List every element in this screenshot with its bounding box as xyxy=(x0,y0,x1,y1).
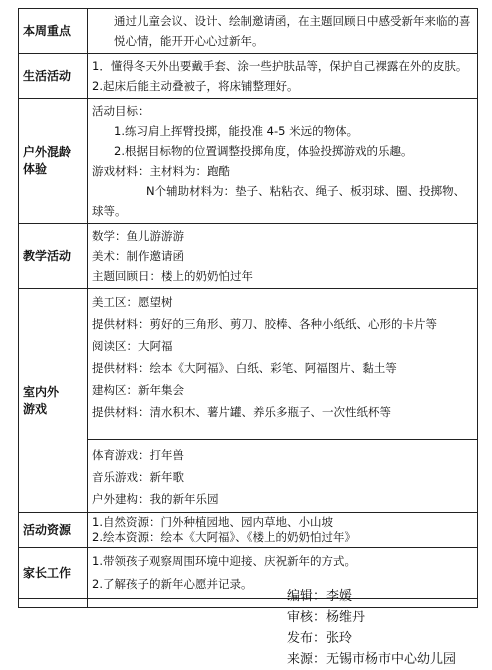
row-label-indoor-line1: 室内外 xyxy=(23,384,60,399)
teaching-line-1: 数学：鱼儿游游游 xyxy=(92,229,184,243)
credit-reviewer: 审核：杨维丹 xyxy=(287,610,366,625)
indoor-line-6: 提供材料：清水积木、薯片罐、养乐多瓶子、一次性纸杯等 xyxy=(92,405,391,419)
resources-line-1: 1.自然资源：门外种植园地、园内草地、小山坡 xyxy=(92,515,333,529)
parents-line-2: 2.了解孩子的新年心愿并记录。 xyxy=(92,577,253,591)
row-label-outdoor-line2: 体验 xyxy=(23,162,48,176)
indoor-line-1: 美工区：愿望树 xyxy=(92,295,173,309)
row-label-outdoor xyxy=(19,99,88,224)
indoor-line-9: 户外建构：我的新年乐园 xyxy=(92,492,219,506)
life-line-2: 2.起床后能主动叠被子，将床铺整理好。 xyxy=(92,79,299,93)
indoor-line-2: 提供材料：剪好的三角形、剪刀、胶棒、各种小纸纸、心形的卡片等 xyxy=(92,317,437,331)
table-row xyxy=(19,224,478,289)
outdoor-goal-title: 活动目标： xyxy=(92,104,150,118)
outdoor-materials-main: 游戏材料：主材料为：跑酷 xyxy=(92,164,230,178)
row-label-focus: 本周重点 xyxy=(19,9,88,54)
resources-line-2: 2.绘本资源：绘本《大阿福》、《楼上的奶奶怕过年》 xyxy=(92,530,356,544)
row-label-parents: 家长工作 xyxy=(19,548,88,599)
indoor-line-3: 阅读区：大阿福 xyxy=(92,339,173,353)
indoor-line-7: 体育游戏：打年兽 xyxy=(92,448,184,462)
row-label-indoor xyxy=(19,289,88,513)
table-row xyxy=(19,54,478,99)
table-row xyxy=(19,9,478,54)
table-row xyxy=(19,99,478,224)
weekly-plan-table xyxy=(18,8,478,608)
life-line-1: 1．懂得冬天外出要戴手套、涂一些护肤品等，保护自己裸露在外的皮肤。 xyxy=(92,59,468,73)
row-label-teaching: 教学活动 xyxy=(19,224,88,289)
outdoor-materials-aux: N个辅助材料为：垫子、粘粘衣、绳子、板羽球、圈、投掷物、球等。 xyxy=(92,184,466,218)
indoor-line-8: 音乐游戏：新年歌 xyxy=(92,470,184,484)
row-label-life: 生活活动 xyxy=(19,54,88,99)
table-row xyxy=(19,289,478,513)
row-label-outdoor-line1: 户外混龄 xyxy=(23,145,72,159)
focus-text: 通过儿童会议、设计、绘制邀请函，在主题回顾日中感受新年来临的喜悦心情，能开开心心过新年。 xyxy=(114,14,471,48)
credit-source: 来源：无锡市杨市中心幼儿园 xyxy=(287,652,457,667)
outdoor-goal-1: 1.练习肩上挥臂投掷，能投准 4-5 米远的物体。 xyxy=(114,124,359,138)
table-row xyxy=(19,513,478,548)
indoor-sub-section xyxy=(88,439,477,510)
credit-publisher: 发布：张玲 xyxy=(287,631,353,646)
row-label-indoor-line2: 游戏 xyxy=(23,401,48,416)
indoor-line-4: 提供材料：绘本《大阿福》、白纸、彩笔、阿福图片、黏土等 xyxy=(92,361,397,375)
teaching-line-3: 主题回顾日：楼上的奶奶怕过年 xyxy=(92,269,253,283)
outdoor-goal-2: 2.根据目标物的位置调整投掷角度，体验投掷游戏的乐趣。 xyxy=(114,144,413,158)
indoor-line-5: 建构区：新年集会 xyxy=(92,383,184,397)
credit-editor: 编辑：李媛 xyxy=(287,589,353,604)
credits-block xyxy=(287,586,456,670)
teaching-line-2: 美术：制作邀请函 xyxy=(92,249,184,263)
row-label-resources: 活动资源 xyxy=(19,513,88,548)
parents-line-1: 1.带领孩子观察周围环境中迎接、庆祝新年的方式。 xyxy=(92,554,356,568)
